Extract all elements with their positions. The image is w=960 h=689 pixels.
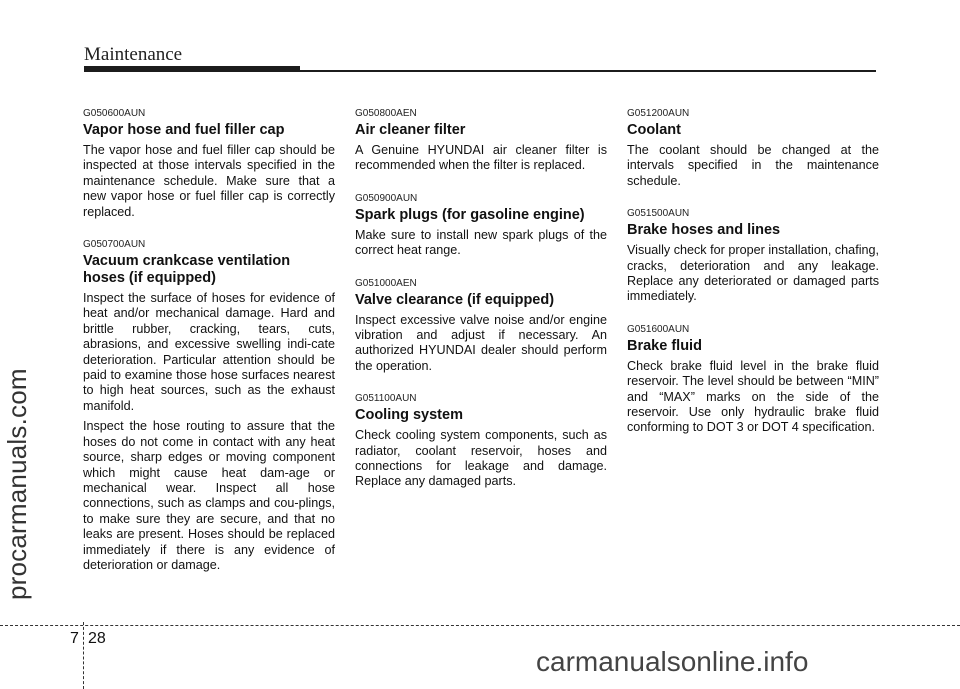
section-code: G050700AUN [83,239,146,251]
section-heading: Vacuum crankcase ventilation hoses (if equipped) [83,253,291,287]
section-code: G050800AEN [355,108,417,119]
maintenance-section [627,108,879,189]
section-code: G050900AUN [355,192,418,204]
maintenance-section [355,393,607,490]
header-rule-thin [300,70,876,72]
maintenance-section [355,108,607,174]
section-paragraph: The coolant should be changed at the intervals specified in the maintenance schedule. [627,143,879,188]
maintenance-section [355,278,607,375]
section-heading: Valve clearance (if equipped) [355,291,555,308]
section-paragraph: Inspect excessive valve noise and/or engine vibration and adjust if necessary. An authorized HYUNDAI dealer should perform the operation. [355,312,607,373]
section-paragraph: Inspect the hose routing to assure that the hoses do not come in contact with any heat source, sharp edges or moving component which might cause heat dam-age or mechanical wear. Inspect all hose connections, such as clamps and cou-plings, to make sure they are secure, and that no leaks are present. Hoses should be replaced immediately if there is any evidence of deterioration or damage. [83,419,335,572]
section-code: G051200AUN [627,108,690,119]
section-code: G051100AUN [355,393,417,405]
section-heading: Brake hoses and lines [627,222,781,239]
section-heading: Air cleaner filter [355,122,466,138]
section-heading: Cooling system [355,407,463,424]
maintenance-section [83,239,335,573]
section-code: G051600AUN [627,323,690,335]
bottom-watermark: carmanualsonline.info [536,646,809,677]
section-paragraph: Check brake fluid level in the brake fluid reservoir. The level should be between “MIN” and “MAX” marks on the side of the reservoir. Use only hydraulic brake fluid conforming to DOT 3 or DOT 4 specification. [627,358,879,435]
section-paragraph: Visually check for proper installation, chafing, cracks, deterioration and any leakage. Replace any deteriorated or damaged parts immediately. [627,243,879,304]
section-paragraph: Inspect the surface of hoses for evidence of heat and/or mechanical damage. Hard and brittle rubber, cracking, tears, cuts, abrasions, and excessive swelling indi-cate deterioration. Particular attention should be paid to examine those hose surfaces nearest to high heat sources, such as the exhaust manifold. [83,291,335,413]
section-code: G051500AUN [627,208,690,220]
section-paragraph: The vapor hose and fuel filler cap should be inspected at those intervals specified in the maintenance schedule. Make sure that a new vapor hose or fuel filler cap is correctly replaced. [83,143,335,219]
section-code: G051000AEN [355,277,417,289]
section-code: G050600AUN [83,108,146,119]
section-heading: Brake fluid [627,337,702,354]
maintenance-section [627,324,879,436]
header-rule-thick [84,66,300,72]
section-heading: Vapor hose and fuel filler cap [83,122,285,138]
footer-chapter-number: 7 [70,630,79,647]
text-column-2 [355,108,607,509]
footer-page-number: 28 [88,630,106,647]
section-paragraph: Check cooling system components, such as radiator, coolant reservoir, hoses and connections for leakage and damage. Replace any damaged parts. [355,428,607,489]
maintenance-section [83,108,335,220]
side-watermark: procarmanuals.com [2,368,32,600]
text-column-3 [627,108,879,455]
page-header-title: Maintenance [84,44,183,65]
text-column-1 [83,108,335,592]
maintenance-section [355,193,607,259]
section-heading: Spark plugs (for gasoline engine) [355,206,585,223]
section-heading: Coolant [627,122,681,138]
footer-crop-line-horizontal [0,625,960,626]
section-paragraph: Make sure to install new spark plugs of the correct heat range. [355,227,607,258]
maintenance-section [627,208,879,305]
footer-crop-line-vertical [83,622,84,689]
section-paragraph: A Genuine HYUNDAI air cleaner filter is recommended when the filter is replaced. [355,143,607,173]
